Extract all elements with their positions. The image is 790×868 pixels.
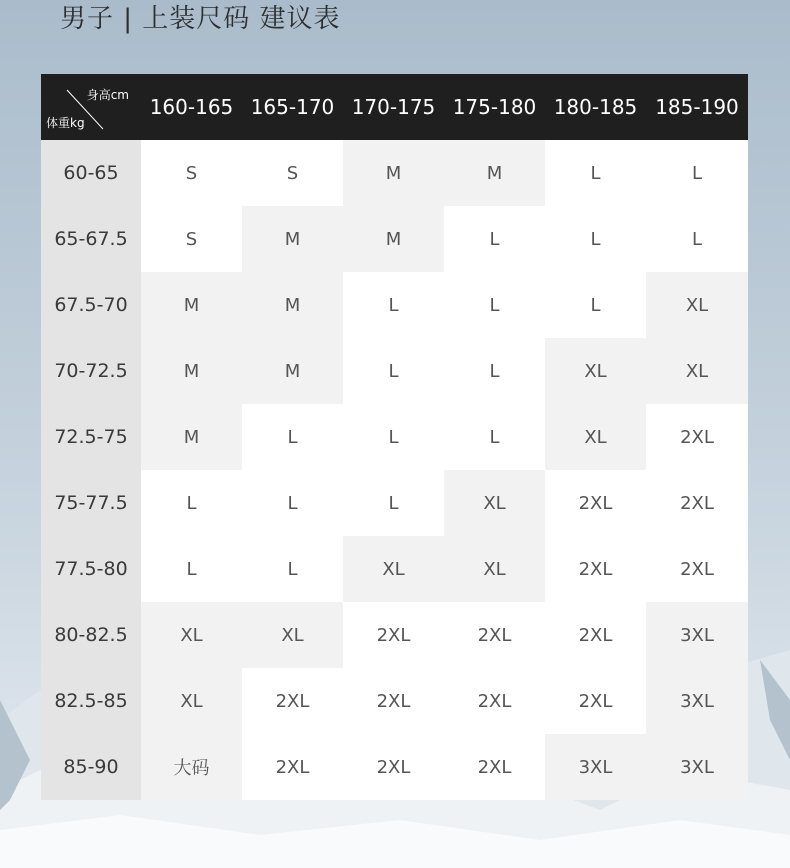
size-cell: 2XL: [242, 668, 343, 734]
size-cell: XL: [141, 668, 242, 734]
height-header: 180-185: [545, 74, 646, 140]
size-cell: L: [646, 206, 748, 272]
size-cell: 3XL: [545, 734, 646, 800]
size-cell: 2XL: [545, 602, 646, 668]
size-cell: L: [444, 338, 545, 404]
size-cell: 大码: [141, 734, 242, 800]
size-cell: S: [141, 140, 242, 206]
size-cell: M: [242, 338, 343, 404]
corner-cell: [41, 74, 141, 140]
size-cell: M: [141, 404, 242, 470]
height-axis-label: 身高cm: [86, 88, 129, 102]
page-title: 男子 | 上装尺码 建议表: [60, 4, 341, 34]
size-cell: M: [141, 272, 242, 338]
size-cell: 2XL: [343, 602, 444, 668]
size-cell: L: [141, 536, 242, 602]
table-row: [41, 536, 748, 602]
size-cell: L: [242, 536, 343, 602]
size-cell: XL: [242, 602, 343, 668]
size-cell: XL: [444, 536, 545, 602]
size-cell: L: [343, 470, 444, 536]
table-row: [41, 668, 748, 734]
table-row: [41, 206, 748, 272]
weight-range-cell: 60-65: [41, 140, 141, 206]
weight-range-cell: 72.5-75: [41, 404, 141, 470]
table-row: [41, 404, 748, 470]
size-cell: XL: [444, 470, 545, 536]
size-cell: 2XL: [444, 668, 545, 734]
height-header: 175-180: [444, 74, 545, 140]
size-cell: XL: [343, 536, 444, 602]
size-cell: M: [242, 206, 343, 272]
size-cell: 2XL: [444, 734, 545, 800]
size-cell: M: [141, 338, 242, 404]
weight-range-cell: 77.5-80: [41, 536, 141, 602]
size-cell: 2XL: [343, 734, 444, 800]
size-cell: 3XL: [646, 668, 748, 734]
size-cell: 2XL: [444, 602, 545, 668]
size-cell: 2XL: [545, 470, 646, 536]
size-cell: M: [343, 140, 444, 206]
size-cell: M: [444, 140, 545, 206]
size-cell: M: [242, 272, 343, 338]
size-cell: L: [343, 338, 444, 404]
size-cell: L: [545, 206, 646, 272]
size-cell: 2XL: [646, 404, 748, 470]
size-cell: 2XL: [242, 734, 343, 800]
size-table-body: [41, 140, 748, 800]
height-header: 160-165: [141, 74, 242, 140]
size-cell: S: [141, 206, 242, 272]
size-chart-table: [41, 74, 748, 800]
size-cell: L: [141, 470, 242, 536]
table-row: [41, 272, 748, 338]
size-cell: XL: [545, 404, 646, 470]
size-cell: 3XL: [646, 734, 748, 800]
size-cell: XL: [646, 338, 748, 404]
size-cell: XL: [646, 272, 748, 338]
size-cell: L: [444, 272, 545, 338]
size-cell: 2XL: [545, 536, 646, 602]
height-header: 185-190: [646, 74, 748, 140]
weight-range-cell: 75-77.5: [41, 470, 141, 536]
size-cell: L: [646, 140, 748, 206]
weight-axis-label: 体重kg: [46, 116, 85, 130]
size-cell: L: [545, 272, 646, 338]
size-cell: 3XL: [646, 602, 748, 668]
table-row: [41, 470, 748, 536]
size-cell: L: [444, 206, 545, 272]
size-cell: 2XL: [545, 668, 646, 734]
table-row: [41, 140, 748, 206]
weight-range-cell: 65-67.5: [41, 206, 141, 272]
height-header: 170-175: [343, 74, 444, 140]
weight-range-cell: 85-90: [41, 734, 141, 800]
weight-range-cell: 80-82.5: [41, 602, 141, 668]
size-cell: XL: [545, 338, 646, 404]
size-cell: L: [444, 404, 545, 470]
height-header-row: [41, 74, 748, 140]
table-row: [41, 338, 748, 404]
size-cell: L: [242, 404, 343, 470]
size-cell: 2XL: [646, 536, 748, 602]
size-cell: M: [343, 206, 444, 272]
size-cell: L: [545, 140, 646, 206]
size-cell: L: [343, 272, 444, 338]
size-cell: L: [242, 470, 343, 536]
weight-range-cell: 67.5-70: [41, 272, 141, 338]
table-row: [41, 602, 748, 668]
size-cell: L: [343, 404, 444, 470]
weight-range-cell: 70-72.5: [41, 338, 141, 404]
size-cell: 2XL: [646, 470, 748, 536]
table-row: [41, 734, 748, 800]
weight-range-cell: 82.5-85: [41, 668, 141, 734]
size-cell: S: [242, 140, 343, 206]
size-cell: 2XL: [343, 668, 444, 734]
height-header: 165-170: [242, 74, 343, 140]
size-cell: XL: [141, 602, 242, 668]
